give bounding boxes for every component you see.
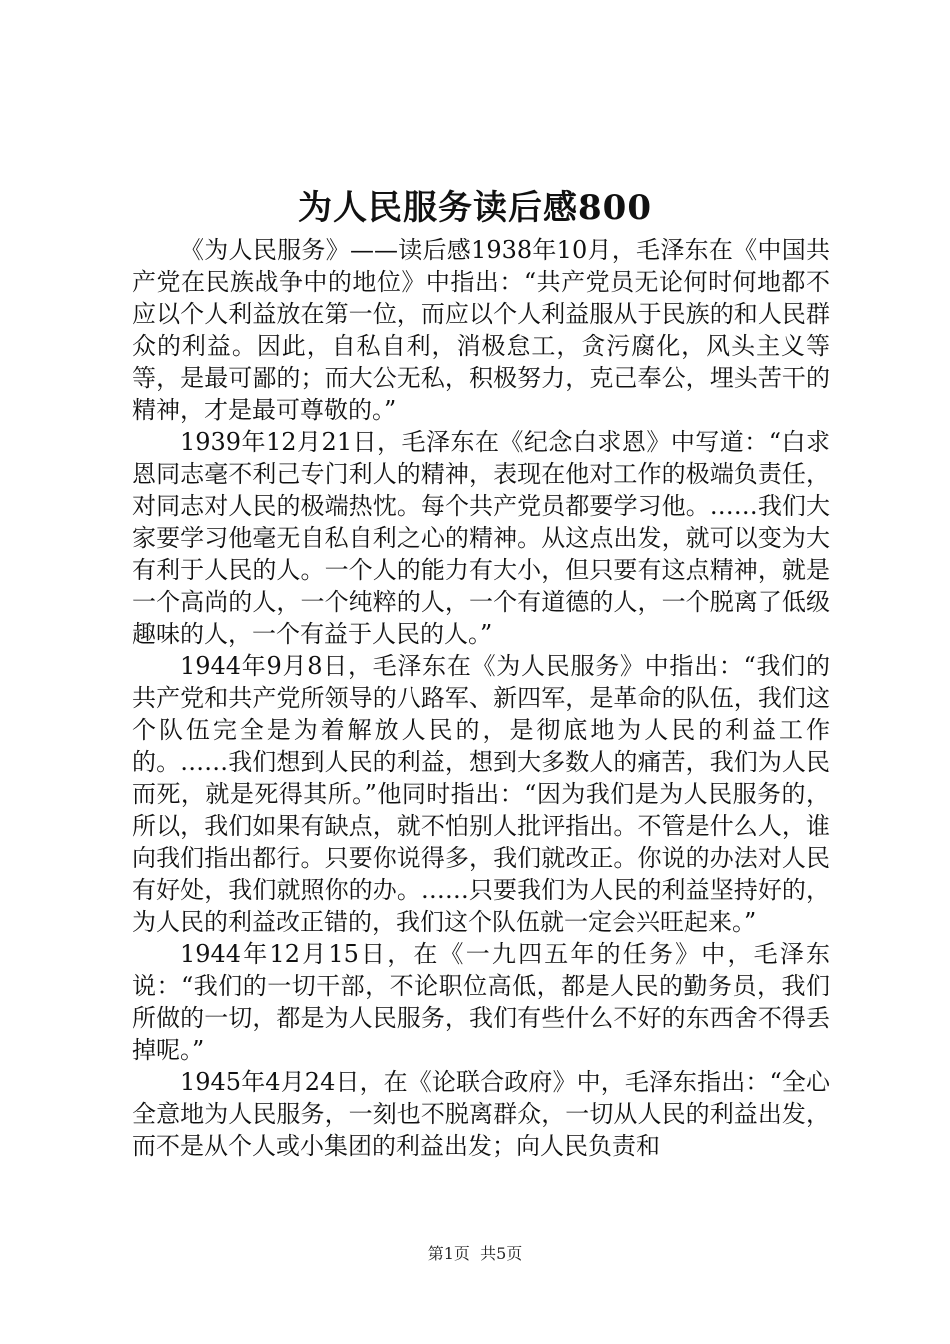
paragraph-3: 1944年9月8日，毛泽东在《为人民服务》中指出：“我们的共产党和共产党所领导的八路军、新四军，是革命的队伍，我们这个队伍完全是为着解放人民的，是彻底地为人民的利益工作的。……我们想到人民的利益，想到大多数人的痛苦，我们为人民而死，就是死得其所。”他同时指出：“因为我们是为人民服务的，所以，我们如果有缺点，就不怕别人批评指出。不管是什么人，谁向我们指出都行。只要你说得多，我们就改正。你说的办法对人民有好处，我们就照你的办。……只要我们为人民的利益坚持好的，为人民的利益改正错的，我们这个队伍就一定会兴旺起来。”	[132, 652, 830, 936]
paragraph-2: 1939年12月21日，毛泽东在《纪念白求恩》中写道：“白求恩同志毫不利己专门利人的精神，表现在他对工作的极端负责任，对同志对人民的极端热忱。每个共产党员都要学习他。……我们大家要学习他毫无自私自利之心的精神。从这点出发，就可以变为大有利于人民的人。一个人的能力有大小，但只要有这点精神，就是一个高尚的人，一个纯粹的人，一个有道德的人，一个脱离了低级趣味的人，一个有益于人民的人。”	[132, 428, 830, 648]
page-number-label: 第1页 共5页	[427, 1244, 523, 1263]
document-body	[132, 234, 830, 1162]
paragraph-5: 1945年4月24日，在《论联合政府》中，毛泽东指出：“全心全意地为人民服务，一刻也不脱离群众，一切从人民的利益出发，而不是从个人或小集团的利益出发；向人民负责和	[132, 1068, 830, 1160]
page-footer	[0, 1244, 950, 1264]
paragraph-4: 1944年12月15日，在《一九四五年的任务》中，毛泽东说：“我们的一切干部，不论职位高低，都是人民的勤务员，我们所做的一切，都是为人民服务，我们有些什么不好的东西舍不得丢掉呢。”	[132, 940, 830, 1064]
paragraph-1: 《为人民服务》——读后感1938年10月，毛泽东在《中国共产党在民族战争中的地位》中指出：“共产党员无论何时何地都不应以个人利益放在第一位，而应以个人利益服从于民族的和人民群众的利益。因此，自私自利，消极怠工，贪污腐化，风头主义等等，是最可鄙的；而大公无私，积极努力，克己奉公，埋头苦干的精神，才是最可尊敬的。”	[132, 236, 830, 424]
document-title: 为人民服务读后感800	[298, 188, 652, 228]
